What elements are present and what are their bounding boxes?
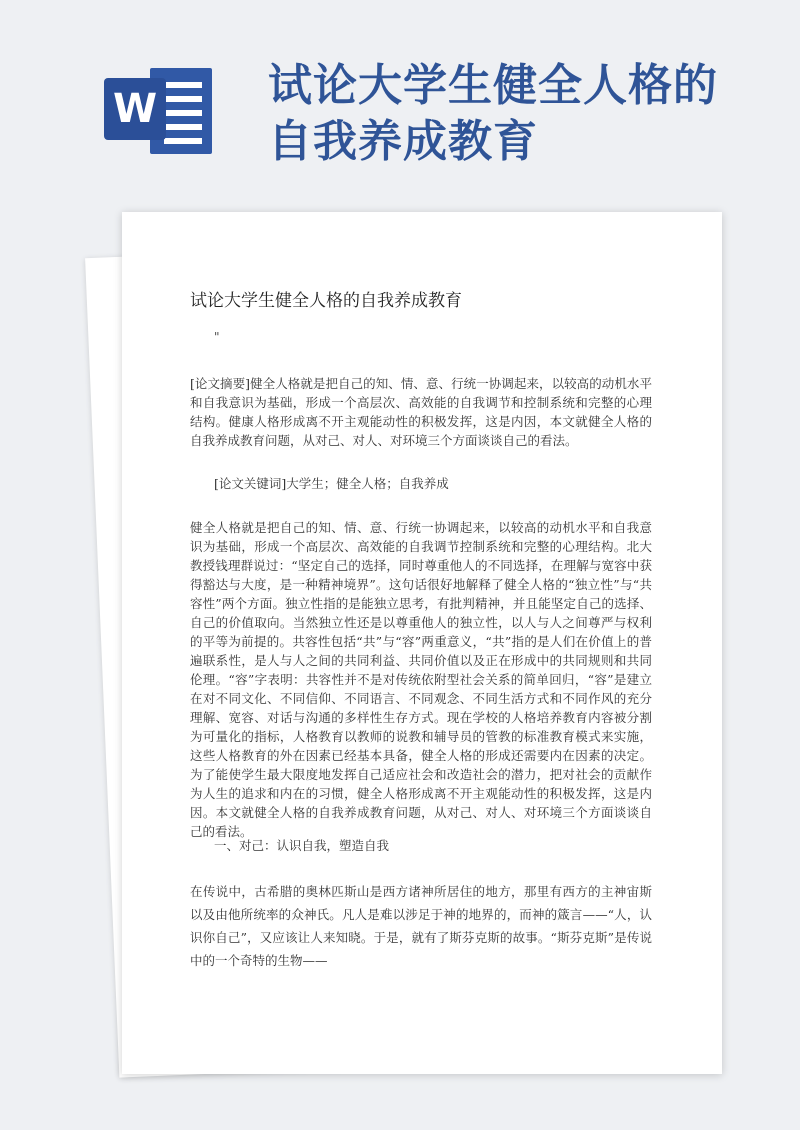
banner-title-line-1: 试论大学生健全人格的 (268, 60, 718, 111)
abstract-paragraph: [论文摘要]健全人格就是把自己的知、情、意、行统一协调起来，以较高的动机水平和自我意识为基础，形成一个高层次、高效能的自我调节和控制系统和完整的心理结构。健康人格形成离不开主观能动性的积极发挥，这是内因，本文就健全人格的自我养成教育问题，从对己、对人、对环境三个方面谈谈自己的看法。 (190, 376, 652, 448)
quote-mark: " (214, 330, 220, 344)
document-page (122, 212, 722, 1074)
document-title: 试论大学生健全人格的自我养成教育 (190, 291, 462, 311)
section-heading-1: 一、对己：认识自我，塑造自我 (214, 838, 390, 853)
banner-title-line-2: 自我养成教育 (268, 116, 538, 167)
word-letter-badge: W (104, 78, 166, 140)
keywords-line: [论文关键词]大学生；健全人格；自我养成 (214, 476, 449, 491)
banner-title (268, 58, 768, 170)
word-document-icon (104, 68, 212, 154)
body-paragraph: 健全人格就是把自己的知、情、意、行统一协调起来，以较高的动机水平和自我意识为基础，形成一个高层次、高效能的自我调节控制系统和完整的心理结构。北大教授钱理群说过：“坚定自己的选择，同时尊重他人的不同选择，在理解与宽容中获得豁达与大度，是一种精神境界”。这句话很好地解释了健全人格的“独立性”与“共容性”两个方面。独立性指的是能独立思考，有批判精神，并且能坚定自己的选择、自己的价值取向。当然独立性还是以尊重他人的独立性，以人与人之间尊严与权利的平等为前提的。共容性包括“共”与“容”两重意义，“共”指的是人们在价值上的普遍联系性，是人与人之间的共同利益、共同价值以及正在形成中的共同规则和共同伦理。“容”字表明：共容性并不是对传统依附型社会关系的简单回归，“容”是建立在对不同文化、不同信仰、不同语言、不同观念、不同生活方式和不同作风的充分理解、宽容、对话与沟通的多样性生存方式。现在学校的人格培养教育内容被分割为可量化的指标，人格教育以教师的说教和辅导员的管教的标准教育模式来实施，这些人格教育的外在因素已经基本具备，健全人格的形成还需要内在因素的决定。为了能使学生最大限度地发挥自己适应社会和改造社会的潜力，把对社会的贡献作为人生的追求和内在的习惯，健全人格形成离不开主观能动性的积极发挥，这是内因。本文就健全人格的自我养成教育问题，从对己、对人、对环境三个方面谈谈自己的看法。 (190, 520, 652, 839)
story-paragraph: 在传说中，古希腊的奥林匹斯山是西方诸神所居住的地方，那里有西方的主神宙斯以及由他所统率的众神氏。凡人是难以涉足于神的地界的，而神的箴言——“人，认识你自己”，又应该让人来知晓。于是，就有了斯芬克斯的故事。“斯芬克斯”是传说中的一个奇特的生物—— (190, 884, 652, 968)
